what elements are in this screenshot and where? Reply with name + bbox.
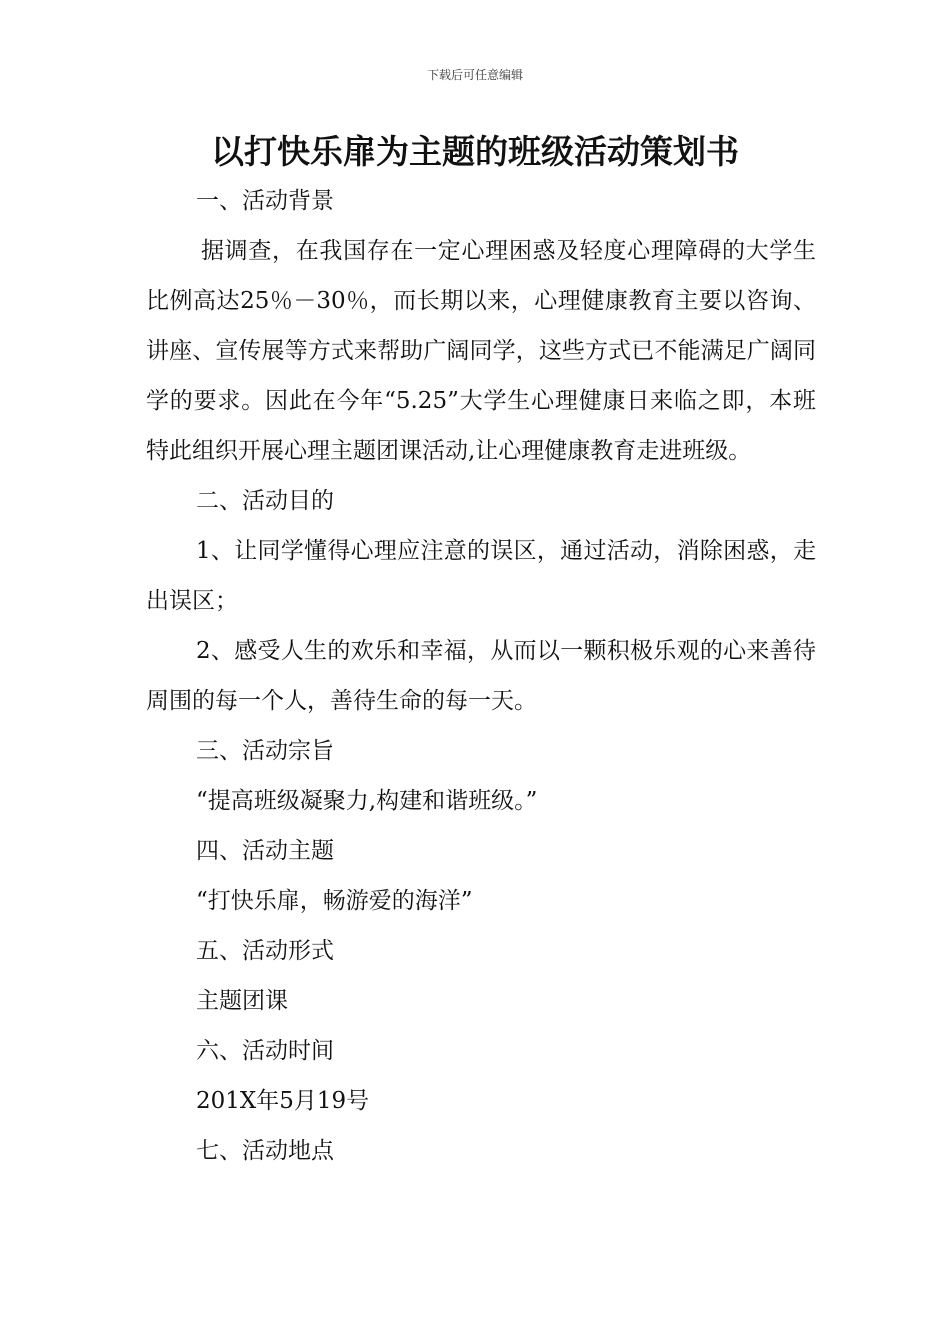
theme-text: “打快乐扉，畅游爱的海洋”: [196, 888, 473, 914]
section-heading-format: 五、活动形式: [196, 938, 334, 964]
section-heading-background: 一、活动背景: [196, 188, 334, 214]
section-heading-theme: 四、活动主题: [196, 838, 334, 864]
format-text: 主题团课: [196, 988, 288, 1014]
section-heading-purpose: 二、活动目的: [196, 488, 334, 514]
aim-text: “提高班级凝聚力,构建和谐班级。”: [196, 788, 538, 814]
purpose-item-2: 2、感受人生的欢乐和幸福，从而以一颗积极乐观的心来善待周围的每一个人，善待生命的每一天。: [146, 638, 816, 714]
section-heading-time: 六、活动时间: [196, 1038, 334, 1064]
purpose-item-1: 1、让同学懂得心理应注意的误区，通过活动，消除困惑，走出误区；: [146, 538, 816, 614]
document-title: 以打快乐扉为主题的班级活动策划书: [211, 132, 739, 171]
header-note: 下载后可任意编辑: [426, 68, 523, 82]
time-text: 201X年5月19号: [196, 1088, 370, 1114]
section-heading-location: 七、活动地点: [196, 1138, 334, 1164]
paragraph-background: 据调查，在我国存在一定心理困惑及轻度心理障碍的大学生比例高达25％－30％，而长期以来，心理健康教育主要以咨询、讲座、宣传展等方式来帮助广阔同学，这些方式已不能满足广阔同学的要求。因此在今年“5.25”大学生心理健康日来临之即，本班特此组织开展心理主题团课活动,让心理健康教育走进班级。: [146, 238, 816, 464]
section-heading-aim: 三、活动宗旨: [196, 738, 334, 764]
document-body: [146, 176, 816, 1176]
